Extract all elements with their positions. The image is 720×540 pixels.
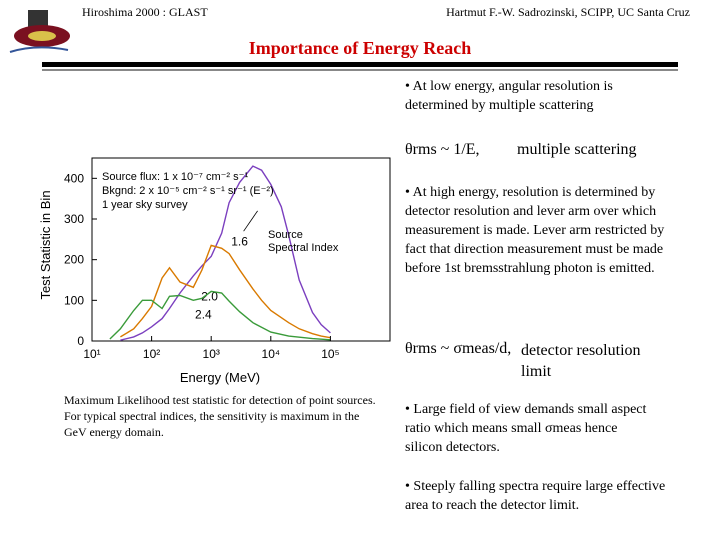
y-tick-label: 0 (77, 334, 84, 348)
annotation-sky-survey: 1 year sky survey (102, 199, 188, 211)
y-tick-label: 400 (63, 171, 84, 186)
header-left: Hiroshima 2000 : GLAST (82, 5, 208, 19)
series-label-2-0: 2.0 (201, 289, 218, 304)
y-tick-label: 300 (63, 212, 84, 226)
bullet-steep-spectra: • Steeply falling spectra require large effective area to reach the detector limit. (405, 479, 666, 513)
y-tick-label: 200 (63, 252, 84, 267)
annotation-index-title-2: Spectral Index (268, 242, 339, 254)
header-right: Hartmut F.-W. Sadrozinski, SCIPP, UC Santa Cruz (446, 5, 690, 19)
bullet-field-of-view: • Large field of view demands small aspect ratio which means small σmeas hence silicon detectors. (405, 402, 647, 455)
x-tick-label: 10² (142, 347, 161, 361)
slide-title: Importance of Energy Reach (248, 38, 472, 58)
series-label-2-4: 2.4 (195, 307, 212, 322)
figure-caption: Maximum Likelihood test statistic for detection of point sources. For typical spectral indices, the sensitivity is maximum in the GeV energy domain. (64, 393, 376, 439)
series-line-2-0 (120, 245, 330, 337)
x-tick-label: 10⁴ (261, 347, 281, 361)
x-tick-label: 10⁵ (321, 347, 340, 361)
title-rule (42, 62, 678, 67)
bullet-high-energy: • At high energy, resolution is determined by detector resolution and lever arm over which measurement is made. Lever arm restricted by fact that direction measurement must be made before 1st bremsstrahlung photon is emitted. (405, 185, 665, 276)
bullet-low-energy: • At low energy, angular resolution is determined by multiple scattering (405, 79, 613, 113)
y-tick-label: 100 (63, 293, 84, 308)
annotation-index-title-1: Source (268, 229, 303, 241)
x-tick-label: 10³ (202, 347, 220, 361)
formula-multiple-scattering-label: multiple scattering (517, 141, 637, 158)
formula-detector-resolution: θrms ~ σmeas/d, (405, 340, 512, 357)
formula-detector-resolution-label: detector resolution limit (521, 342, 641, 380)
x-axis-label: Energy (MeV) (179, 370, 261, 385)
series-label-1-6: 1.6 (231, 234, 248, 249)
formula-multiple-scattering: θrms ~ 1/E, (405, 141, 480, 158)
annotation-background: Bkgnd: 2 x 10⁻⁵ cm⁻² s⁻¹ sr⁻¹ (E⁻²) (102, 185, 274, 197)
y-axis-label: Test Statistic in Bin (38, 190, 53, 300)
test-statistic-chart (0, 150, 400, 390)
x-tick-label: 10¹ (83, 347, 101, 361)
index-leader-line (244, 211, 258, 231)
title-rule-shadow (42, 69, 678, 71)
annotation-source-flux: Source flux: 1 x 10⁻⁷ cm⁻² s⁻¹ (102, 171, 249, 183)
